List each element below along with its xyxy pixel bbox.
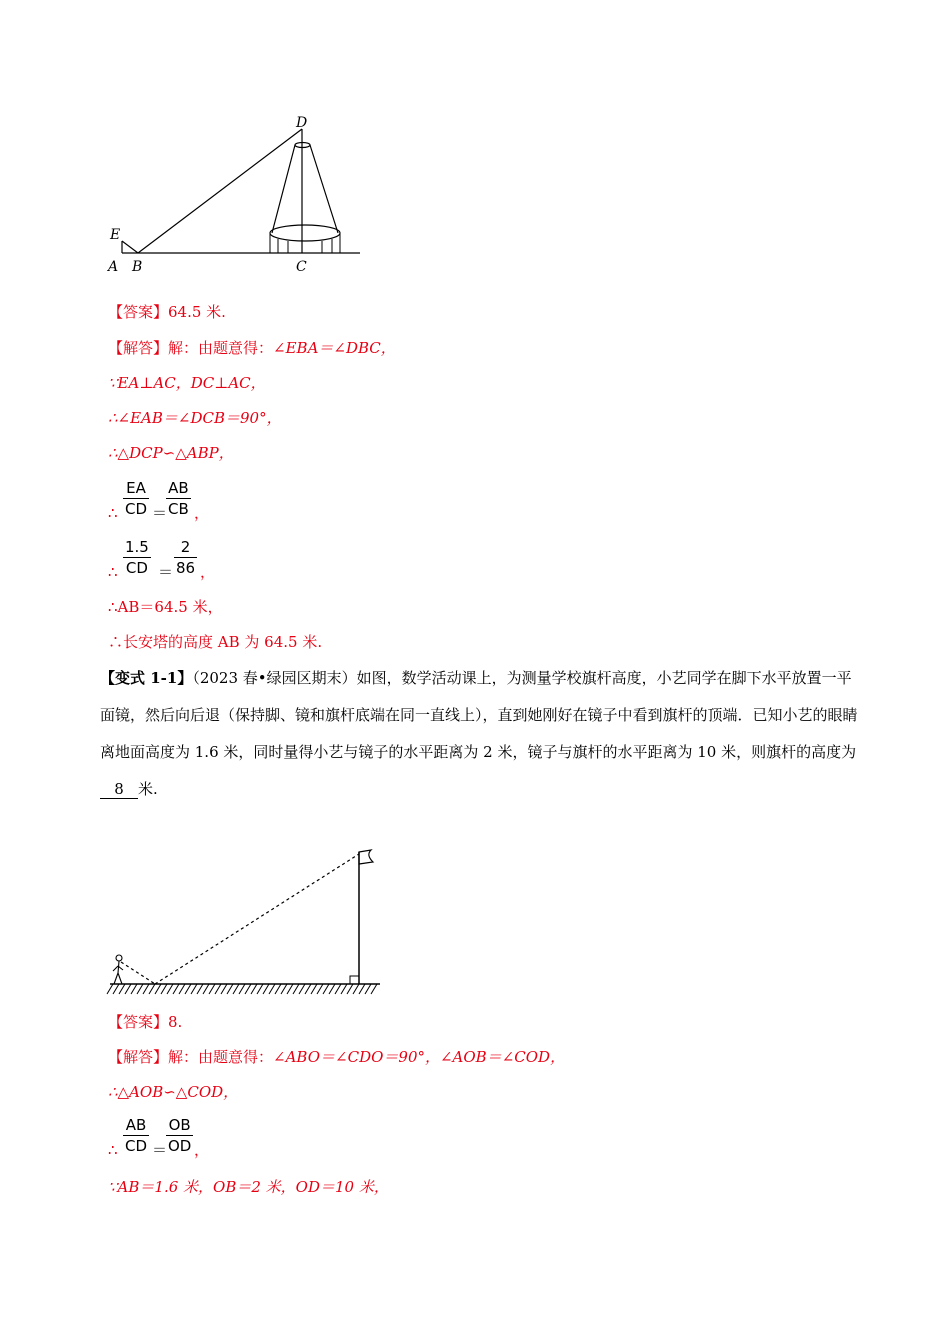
label-a: A [108,259,119,275]
numerator: AB [166,479,191,499]
sight-line-reflected [155,854,359,984]
frac-prefix: ∴ [108,504,118,522]
person-figure [113,955,123,984]
answer-1 [108,302,226,322]
variant-tag: 【变式 1-1】 [100,669,193,687]
tower-base [270,225,340,241]
variant-text: （2023 春•绿园区期末）如图，数学活动课上，为测量学校旗杆高度，小艺同学在脚下水平放置一平面镜，然后向后退（保持脚、镜和旗杆底端在同一直线上），直到她刚好在镜子中看到旗杆的顶端．已知小艺的眼睛离地面高度为 1.6 米，同时量得小艺与镜子的水平距离为 2 米，镜子与旗杆的水平距离为 10 米，则旗杆的高度为 [100,669,858,761]
ground-hatching [107,984,377,994]
fraction-ob-od [166,1116,193,1155]
denominator: 86 [176,559,196,577]
numerator: 2 [174,538,197,558]
fraction-2-86 [174,538,197,577]
solution-1-step-5: ∴AB＝64.5 米， [108,598,223,616]
tower-right-side [310,145,338,233]
frac-suffix: ， [200,563,216,581]
denominator: CD [125,500,148,518]
sight-line-incident [121,962,155,984]
denominator: CD [125,1137,148,1155]
flagpole-figure [105,842,395,1002]
solution-1-intro [108,338,396,358]
fraction-ea-cd [123,479,149,518]
solution-step: ∠EBA＝∠DBC， [273,339,396,357]
label-d: D [296,115,308,131]
solution-tag: 【解答】 [108,339,169,357]
fraction-ab-cb [166,479,191,518]
label-e: E [110,227,121,243]
numerator: 1.5 [125,538,149,556]
solution-tag: 【解答】 [108,1048,169,1066]
frac-suffix: ， [194,504,210,522]
solution-2-step-2: ∴△AOB∽△COD， [108,1083,239,1101]
answer-tag: 【答案】 [108,1013,169,1031]
fraction-1-5-cd [123,538,151,577]
answer-blank: 8 [100,780,138,799]
frac-prefix: ∴ [108,1141,118,1159]
numerator: OB [166,1116,193,1136]
answer-value: 8. [168,1013,183,1031]
right-angle-mark [350,976,359,984]
denominator: CB [168,500,189,518]
denominator: CD [125,559,148,577]
solution-2-step-3: ∵AB＝1.6 米，OB＝2 米，OD＝10 米， [108,1178,389,1196]
numerator: AB [123,1116,149,1136]
solution-1-step-2: ∵EA⊥AC，DC⊥AC， [108,374,266,392]
fraction-ab-cd [123,1116,149,1155]
answer-2 [108,1012,182,1032]
solution-1-conclusion: ∴长安塔的高度 AB 为 64.5 米. [108,633,323,651]
denominator: OD [168,1137,192,1155]
variant-problem [100,660,860,808]
solution-step: ∠ABO＝∠CDO＝90°，∠AOB＝∠COD， [273,1048,566,1066]
solution-2-intro [108,1047,565,1067]
answer-value: 64.5 米. [168,303,226,321]
equals-sign: ＝ [152,1141,168,1159]
label-b: B [132,259,143,275]
numerator: EA [123,479,149,499]
label-c: C [296,259,307,275]
solution-1-step-4: ∴△DCP∽△ABP， [108,444,234,462]
tower-left-side [272,145,295,233]
solution-intro: 解：由题意得： [168,339,274,357]
solution-1-step-3: ∴∠EAB＝∠DCB＝90°， [108,409,282,427]
variant-text-end: 米. [138,780,158,798]
answer-tag: 【答案】 [108,303,169,321]
segment-bd [138,129,302,253]
tower-figure [100,105,370,280]
flag [359,850,373,864]
frac-prefix: ∴ [108,563,118,581]
equals-sign: ＝ [152,504,168,522]
solution-intro: 解：由题意得： [168,1048,274,1066]
equals-sign: ＝ [158,563,174,581]
frac-suffix: ， [194,1141,210,1159]
segment-eb [122,241,138,253]
